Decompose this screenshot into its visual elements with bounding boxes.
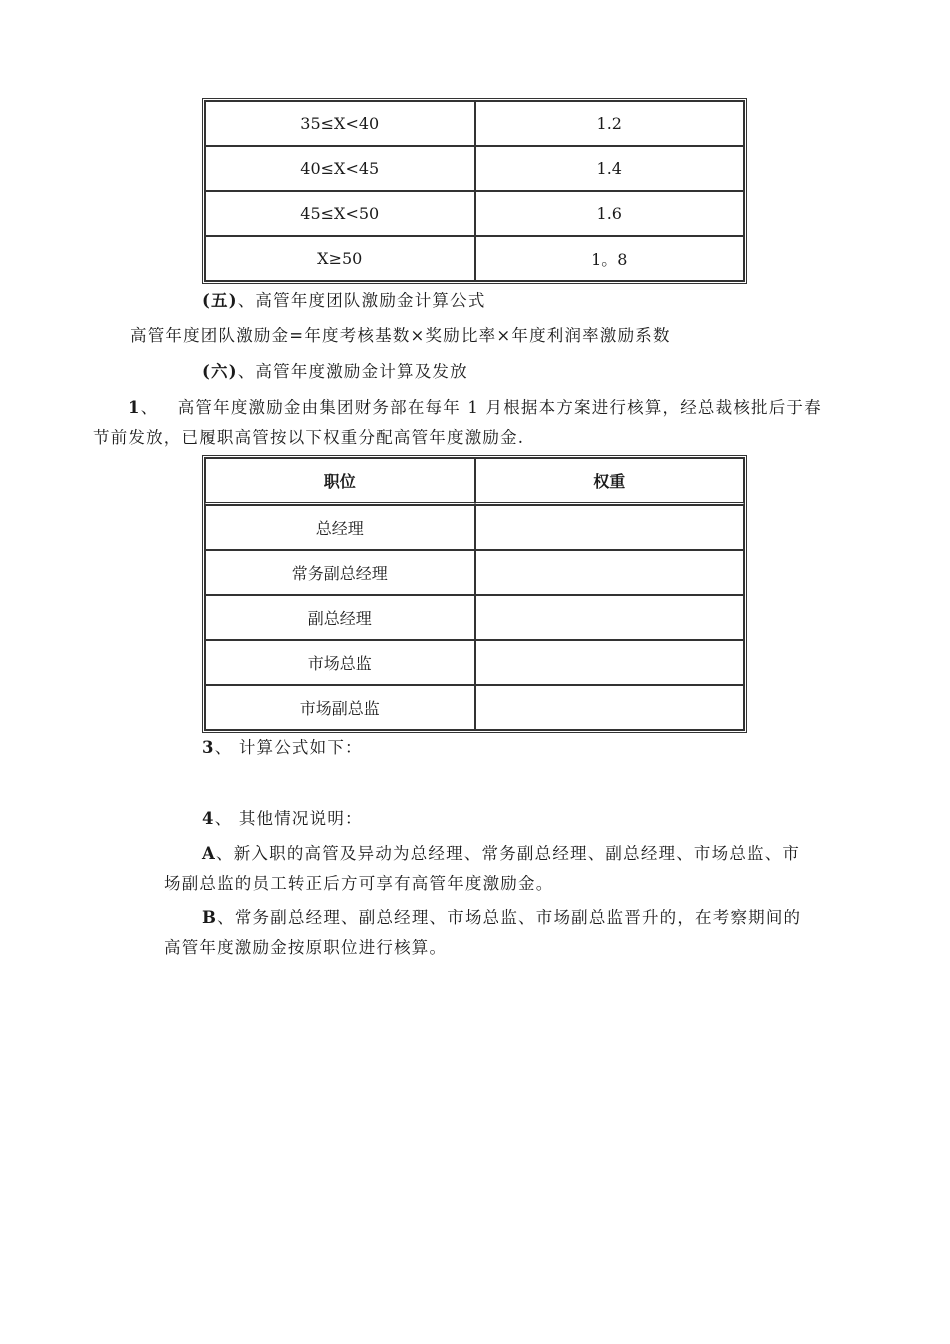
itemA-line2: 场副总监的员工转正后方可享有高管年度激励金。	[164, 874, 554, 893]
table-row	[205, 685, 744, 730]
table-row	[205, 595, 744, 640]
item4	[202, 805, 363, 829]
position-cell: 常务副总经理	[205, 550, 475, 595]
item3-number: 3	[202, 738, 215, 757]
column-header-position: 职位	[205, 458, 475, 505]
itemB-line2: 高管年度激励金按原职位进行核算。	[164, 938, 448, 957]
weight-cell	[475, 505, 745, 550]
section6-number: (六)	[202, 362, 238, 381]
weight-table	[202, 455, 747, 733]
section6-heading	[202, 358, 468, 382]
table-header-row	[205, 458, 744, 505]
position-cell: 总经理	[205, 505, 475, 550]
position-cell: 市场副总监	[205, 685, 475, 730]
itemB-line1	[202, 904, 801, 928]
section5-title: 、高管年度团队激励金计算公式	[237, 291, 486, 310]
table-row	[205, 505, 744, 550]
itemB-text: 、常务副总经理、副总经理、市场总监、市场副总监晋升的，在考察期间的	[217, 908, 802, 927]
section6-title: 、高管年度激励金计算及发放	[237, 362, 468, 381]
range-cell: X≥50	[205, 236, 475, 281]
table-row	[205, 146, 744, 191]
position-cell: 市场总监	[205, 640, 475, 685]
coefficient-cell: 1.4	[475, 146, 745, 191]
item1-line2: 节前发放，已履职高管按以下权重分配高管年度激励金.	[93, 428, 525, 447]
item1-text: 高管年度激励金由集团财务部在每年 1 月根据本方案进行核算，经总裁核批后于春	[177, 398, 822, 417]
item1-line1	[128, 394, 822, 418]
table-row	[205, 236, 744, 281]
item3-text: 、 计算公式如下：	[214, 738, 363, 757]
range-cell: 45≤X<50	[205, 191, 475, 236]
coefficient-table	[202, 98, 747, 284]
range-cell: 35≤X<40	[205, 101, 475, 146]
item1-separator: 、	[140, 398, 159, 417]
range-cell: 40≤X<45	[205, 146, 475, 191]
table-row	[205, 550, 744, 595]
itemA-line1	[202, 840, 800, 864]
position-cell: 副总经理	[205, 595, 475, 640]
item4-number: 4	[202, 809, 215, 828]
column-header-weight: 权重	[475, 458, 745, 505]
itemB-letter: B	[202, 908, 218, 927]
weight-cell	[475, 595, 745, 640]
section5-number: (五)	[202, 291, 238, 310]
coefficient-cell: 1.2	[475, 101, 745, 146]
table-row	[205, 101, 744, 146]
item1-number: 1	[128, 398, 141, 417]
item3	[202, 734, 363, 758]
coefficient-cell: 1.6	[475, 191, 745, 236]
section5-heading	[202, 287, 486, 311]
weight-cell	[475, 550, 745, 595]
weight-cell	[475, 640, 745, 685]
coefficient-cell: 1。8	[475, 236, 745, 281]
table-row	[205, 640, 744, 685]
weight-cell	[475, 685, 745, 730]
itemA-letter: A	[202, 844, 217, 863]
section5-formula: 高管年度团队激励金=年度考核基数×奖励比率×年度利润率激励系数	[130, 326, 671, 345]
item4-text: 、 其他情况说明：	[214, 809, 363, 828]
table-row	[205, 191, 744, 236]
itemA-text: 、新入职的高管及异动为总经理、常务副总经理、副总经理、市场总监、市	[216, 844, 801, 863]
